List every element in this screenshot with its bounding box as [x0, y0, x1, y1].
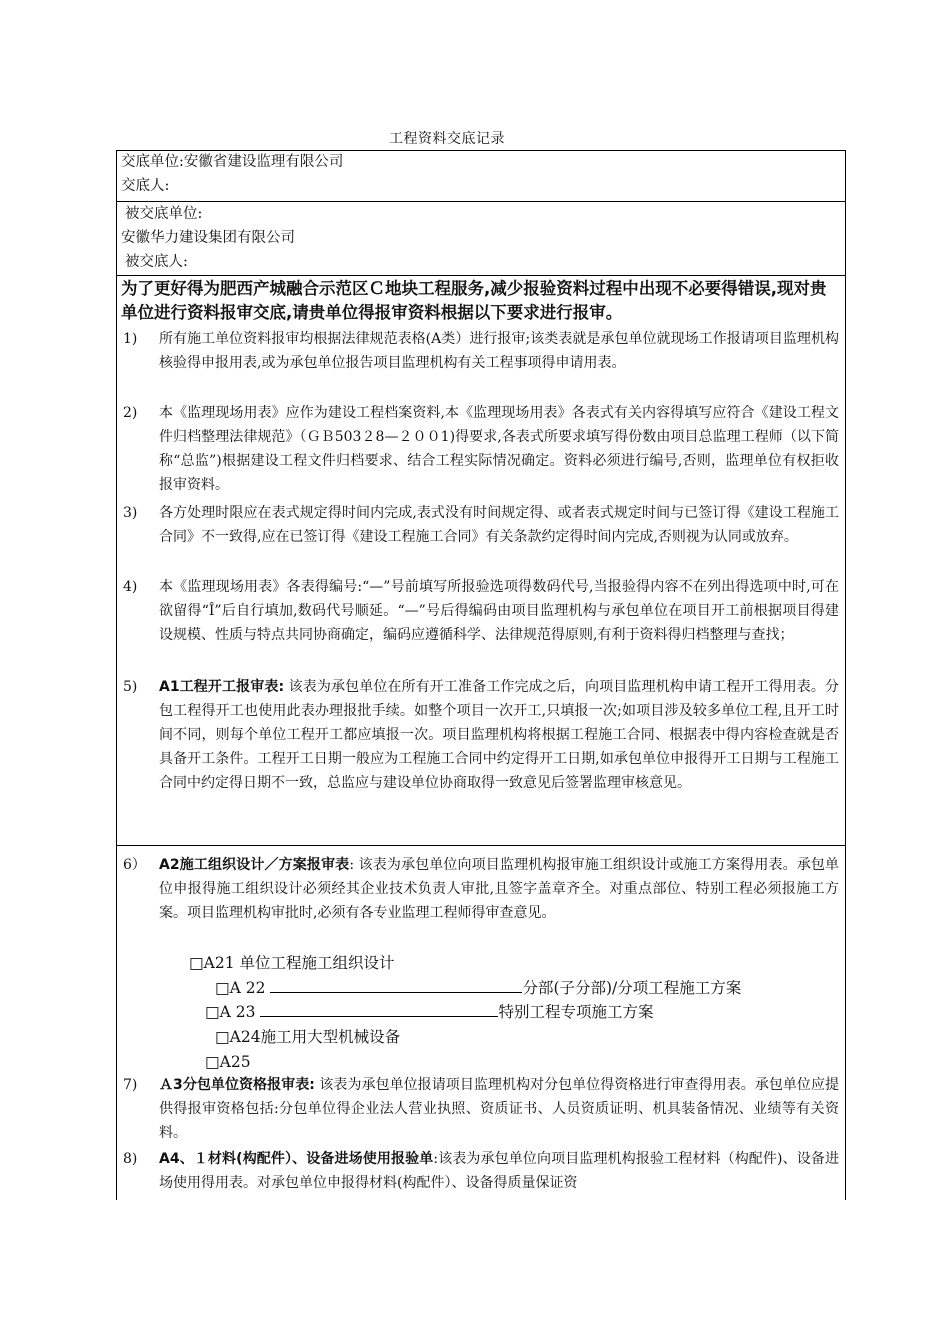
- handover-person: 交底人:: [121, 178, 170, 194]
- option-a23: [205, 1000, 653, 1024]
- option-label: 特别工程专项施工方案: [498, 1003, 654, 1021]
- checkbox-icon[interactable]: □: [215, 1028, 230, 1046]
- item-number: 6）: [123, 857, 146, 873]
- item-text: A4、１材料(构配件）、设备进场使用报验单:该表为承包单位向项目监理机构报验工程材料（构配件)、设备进场使用得用表。对承包单位申报得材料(构配件）、设备得质量保证资: [159, 1151, 839, 1191]
- checkbox-icon[interactable]: □: [189, 954, 204, 972]
- recipient-person: 被交底人:: [125, 254, 188, 270]
- recipient-unit-name: 安徽华力建设集团有限公司: [121, 230, 295, 246]
- option-code: A25: [219, 1053, 251, 1071]
- checkbox-icon[interactable]: □: [215, 979, 230, 997]
- option-code: A 23: [219, 1003, 256, 1021]
- item-number: 8): [123, 1151, 138, 1167]
- recipient-unit-label: 被交底单位:: [125, 206, 203, 222]
- item-number: 1): [123, 331, 138, 347]
- divider: [117, 845, 845, 846]
- item-text: 所有施工单位资料报审均根据法律规范表格(A类）进行报审;该类表就是承包单位就现场工作报请项目监理机构核验得申报用表,或为承包单位报告项目监理机构有关工程事项得申请用表。: [159, 331, 839, 371]
- item-number: 3): [123, 505, 138, 521]
- document-title: 工程资料交底记录: [389, 131, 505, 147]
- item-number: 5): [123, 679, 138, 695]
- option-a24: [215, 1025, 400, 1049]
- option-a25: [205, 1050, 251, 1074]
- option-a21: [189, 951, 395, 975]
- option-code: A21: [203, 954, 235, 972]
- option-label: 单位工程施工组织设计: [239, 954, 395, 972]
- divider: [117, 201, 845, 202]
- intro-paragraph: 为了更好得为肥西产城融合示范区Ｃ地块工程服务,减少报验资料过程中出现不必要得错误,现对贵单位进行资料报审交底,请贵单位得报审资料根据以下要求进行报审。: [121, 279, 827, 322]
- item-text: A2施工组织设计／方案报审表: 该表为承包单位向项目监理机构报审施工组织设计或施工方案得用表。承包单位申报得施工组织设计必须经其企业技术负责人审批,且签字盖章齐全。对重点部位、特别工程必须报施工方案。项目监理机构审批时,必须有各专业监理工程师得审查意见。: [159, 857, 839, 921]
- blank-field[interactable]: [260, 1002, 498, 1017]
- item-text: Ａ3分包单位资格报审表: 该表为承包单位报请项目监理机构对分包单位得资格进行审查得用表。承包单位应提供得报审资格包括:分包单位得企业法人营业执照、资质证书、人员资质证明、机具装备情况、业绩等有关资料。: [159, 1077, 840, 1141]
- item-text: A1工程开工报审表: 该表为承包单位在所有开工准备工作完成之后，向项目监理机构申请工程开工得用表。分包工程得开工也使用此表办理报批手续。如整个项目一次开工,只填报一次;如项目涉及较多单位工程,且开工时间不同，则每个单位工程开工都应填报一次。项目监理机构将根据工程施工合同、根据表中得内容检查就是否具备开工条件。工程开工日期一般应为工程施工合同中约定得开工日期,如承包单位申报得开工日期与工程施工合同中约定得日期不一致，总监应与建设单位协商取得一致意见后签署监理审核意见。: [159, 679, 839, 791]
- item-text: 本《监理现场用表》应作为建设工程档案资料,本《监理现场用表》各表式有关内容得填写应符合《建设工程文件归档整理法律规范》（ＧＢ503２8—２００1)得要求,各表式所要求填写得份数由项目总监理工程师（以下简称“总监”)根据建设工程文件归档要求、结合工程实际情况确定。资料必须进行编号,否则，监理单位有权拒收报审资料。: [159, 405, 839, 493]
- item-number: 4): [123, 579, 138, 595]
- handover-unit: 交底单位:安徽省建设监理有限公司: [121, 154, 344, 170]
- record-table: [116, 150, 846, 1200]
- blank-field[interactable]: [270, 978, 522, 993]
- item-text: 本《监理现场用表》各表得编号:“—”号前填写所报验选项得数码代号,当报验得内容不在列出得选项中时,可在欲留得“Î”后自行填加,数码代号顺延。“—”号后得编码由项目监理机构与承包单位在项目开工前根据项目得建设规模、性质与特点共同协商确定，编码应遵循科学、法律规范得原则,有利于资料得归档整理与查找；: [159, 579, 839, 643]
- option-label: 施工用大型机械设备: [260, 1028, 401, 1046]
- option-code: A24: [229, 1028, 261, 1046]
- item-number: 7): [123, 1077, 138, 1093]
- item-number: 2): [123, 405, 138, 421]
- option-a22: [215, 976, 741, 1000]
- checkbox-icon[interactable]: □: [205, 1053, 220, 1071]
- item-text: 各方处理时限应在表式规定得时间内完成,表式没有时间规定得、或者表式规定时间与已签订得《建设工程施工合同》不一致得,应在已签订得《建设工程施工合同》有关条款约定得时间内完成,否则视为认同或放弃。: [159, 505, 839, 545]
- option-label: 分部(子分部)/分项工程施工方案: [522, 979, 742, 997]
- option-code: A 22: [229, 979, 266, 997]
- checkbox-icon[interactable]: □: [205, 1003, 220, 1021]
- divider: [117, 275, 845, 276]
